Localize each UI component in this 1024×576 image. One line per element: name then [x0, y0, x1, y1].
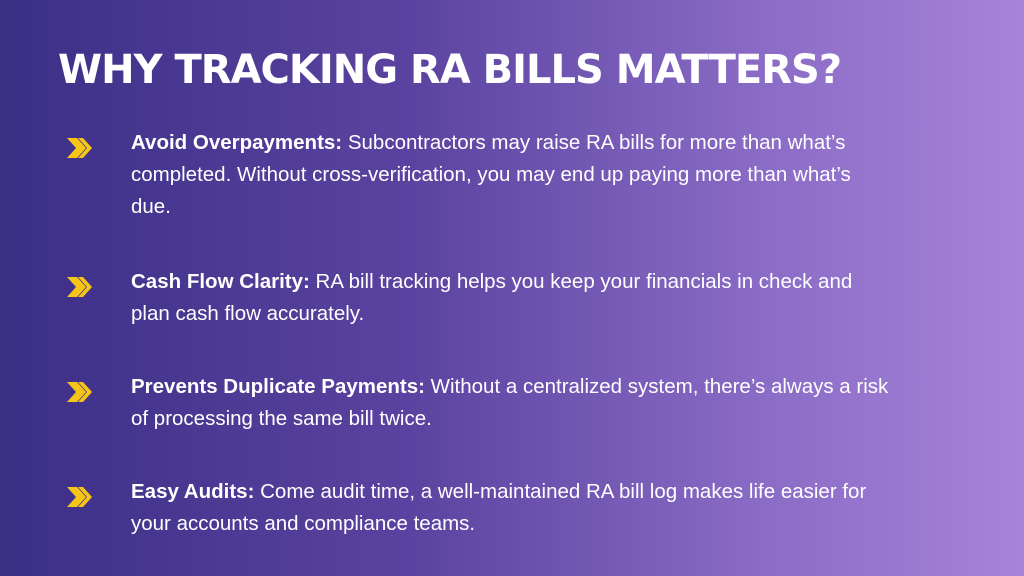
- double-chevron-right-icon: [66, 381, 98, 403]
- bullet-heading: Prevents Duplicate Payments:: [131, 375, 425, 398]
- bullet-body: RA bill tracking helps you keep your financials in check and plan cash flow accurately.: [131, 270, 853, 325]
- bullet-text: [131, 127, 891, 223]
- bullet-text: [131, 476, 891, 540]
- double-chevron-right-icon: [66, 276, 98, 298]
- bullet-body: Without a centralized system, there’s always a risk of processing the same bill twice.: [131, 375, 889, 430]
- bullet-body: Subcontractors may raise RA bills for more than what’s completed. Without cross-verification, you may end up paying more than what’s due.: [131, 131, 851, 218]
- bullet-body: Come audit time, a well-maintained RA bill log makes life easier for your accounts and compliance teams.: [131, 480, 867, 535]
- bullet-heading: Easy Audits:: [131, 480, 255, 503]
- bullet-text: [131, 266, 891, 330]
- page-title: WHY TRACKING RA BILLS MATTERS?: [58, 47, 842, 93]
- double-chevron-right-icon: [66, 486, 98, 508]
- bullet-heading: Cash Flow Clarity:: [131, 270, 310, 293]
- bullet-heading: Avoid Overpayments:: [131, 131, 343, 154]
- bullet-text: [131, 371, 891, 435]
- double-chevron-right-icon: [66, 137, 98, 159]
